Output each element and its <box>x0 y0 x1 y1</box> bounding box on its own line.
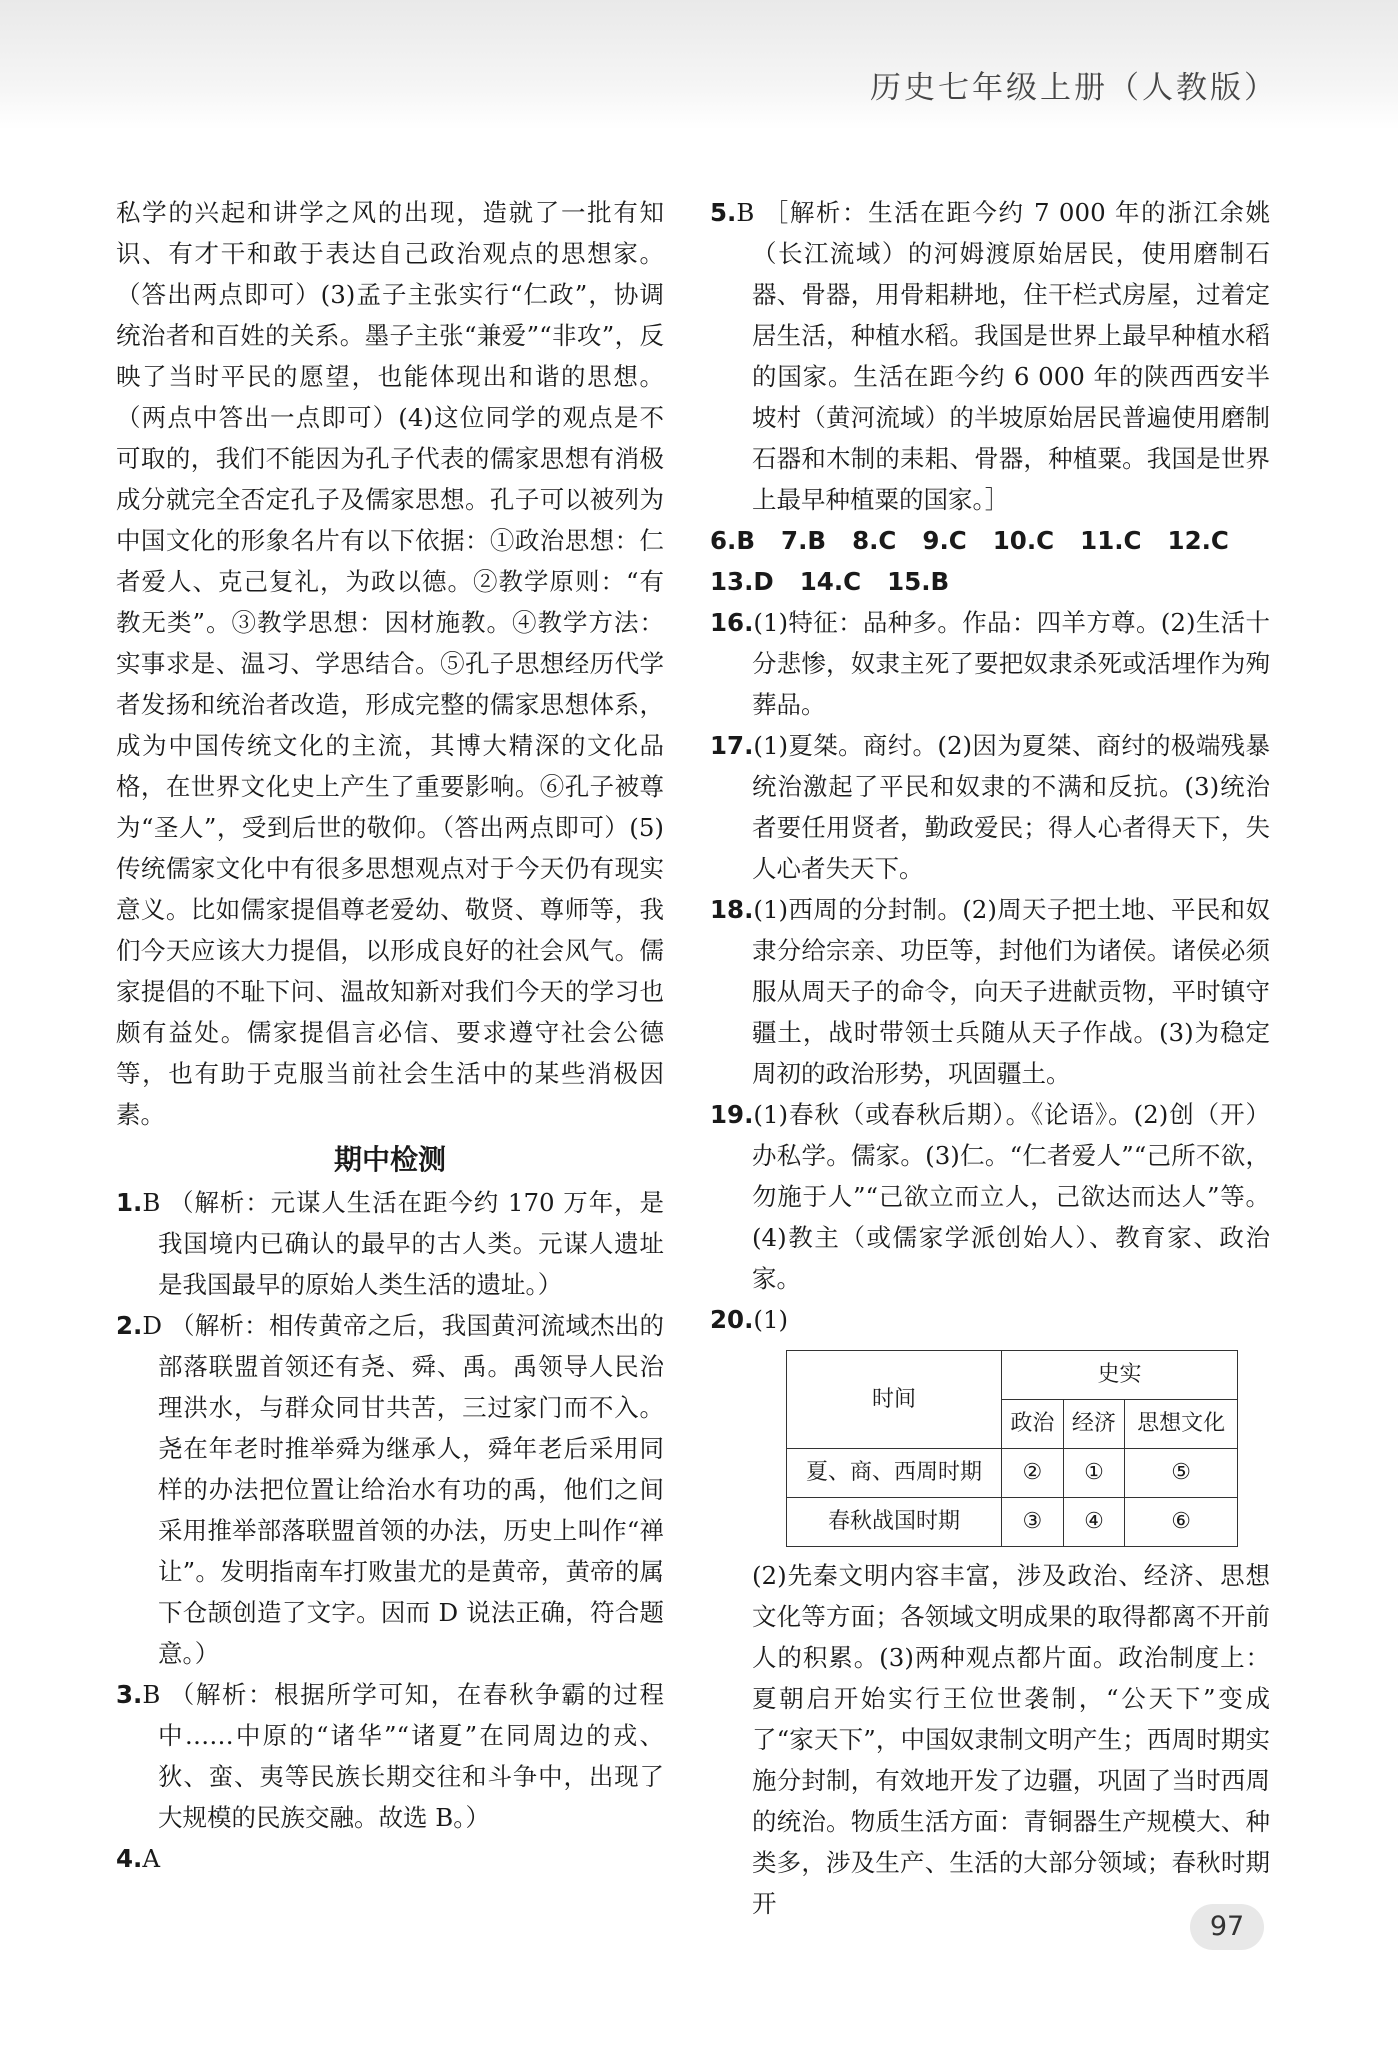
page-number: 97 <box>1190 1904 1264 1950</box>
table-cell: ⑤ <box>1125 1449 1238 1498</box>
answer-item: 4.A <box>116 1844 161 1873</box>
table-row <box>787 1449 1238 1498</box>
table-cell: ① <box>1063 1449 1125 1498</box>
answer-item: 20.(1) <box>710 1305 789 1334</box>
table-cell: ⑥ <box>1125 1498 1238 1547</box>
left-column <box>116 192 664 1879</box>
answer-item: 2.D （解析：相传黄帝之后，我国黄河流域杰出的部落联盟首领还有尧、舜、禹。禹领导人民治理洪水，与群众同甘共苦，三过家门而不入。尧在年老时推举舜为继承人，舜年老后采用同样的办法把位置让给治水有功的禹，他们之间采用推举部落联盟首领的办法，历史上叫作“禅让”。发明指南车打败蚩尤的是黄帝，黄帝的属下仓颉创造了文字。因而 D 说法正确，符合题意。） <box>116 1311 664 1668</box>
continued-answer-text: 私学的兴起和讲学之风的出现，造就了一批有知识、有才干和敢于表达自己政治观点的思想家。（答出两点即可）(3)孟子主张实行“仁政”，协调统治者和百姓的关系。墨子主张“兼爱”“非攻”，反映了当时平民的愿望，也能体现出和谐的思想。（两点中答出一点即可）(4)这位同学的观点是不可取的，我们不能因为孔子代表的儒家思想有消极成分就完全否定孔子及儒家思想。孔子可以被列为中国文化的形象名片有以下依据：①政治思想：仁者爱人、克己复礼，为政以德。②教学原则：“有教无类”。③教学思想：因材施教。④教学方法：实事求是、温习、学思结合。⑤孔子思想经历代学者发扬和统治者改造，形成完整的儒家思想体系，成为中国传统文化的主流，其博大精深的文化品格，在世界文化史上产生了重要影响。⑥孔子被尊为“圣人”，受到后世的敬仰。（答出两点即可）(5)传统儒家文化中有很多思想观点对于今天仍有现实意义。比如儒家提倡尊老爱幼、敬贤、尊师等，我们今天应该大力提倡，以形成良好的社会风气。儒家提倡的不耻下问、温故知新对我们今天的学习也颇有益处。儒家提倡言必信、要求遵守社会公德等，也有助于克服当前社会生活中的某些消极因素。 <box>116 198 664 1129</box>
section-title: 期中检测 <box>333 1143 446 1176</box>
table-header-facts: 史实 <box>1002 1351 1238 1400</box>
table-subheader: 经济 <box>1063 1400 1125 1449</box>
table-row <box>787 1498 1238 1547</box>
answer-item: 17.(1)夏桀。商纣。(2)因为夏桀、商纣的极端残暴统治激起了平民和奴隶的不满和反抗。(3)统治者要任用贤者，勤政爱民；得人心者得天下，失人心者失天下。 <box>710 731 1270 883</box>
answer-item: 16.(1)特征：品种多。作品：四羊方尊。(2)生活十分悲惨，奴隶主死了要把奴隶杀死或活埋作为殉葬品。 <box>710 608 1270 719</box>
table-subheader: 政治 <box>1002 1400 1064 1449</box>
answer-continuation: (2)先秦文明内容丰富，涉及政治、经济、思想文化等方面；各领域文明成果的取得都离不开前人的积累。(3)两种观点都片面。政治制度上：夏朝启开始实行王位世袭制，“公天下”变成了“家天下”，中国奴隶制文明产生；西周时期实施分封制，有效地开发了边疆，巩固了当时西周的统治。物质生活方面：青铜器生产规模大、种类多，涉及生产、生活的大部分领域；春秋时期开 <box>752 1561 1270 1918</box>
table-header-time: 时间 <box>787 1351 1002 1449</box>
table-cell: ③ <box>1002 1498 1064 1547</box>
history-table <box>786 1350 1238 1547</box>
answer-item: 5.B ［解析：生活在距今约 7 000 年的浙江余姚（长江流域）的河姆渡原始居民，使用磨制石器、骨器，用骨耜耕地，住干栏式房屋，过着定居生活，种植水稻。我国是世界上最早种植水稻的国家。生活在距今约 6 000 年的陕西西安半坡村（黄河流域）的半坡原始居民普遍使用磨制石器和木制的耒耜、骨器，种植粟。我国是世界上最早种植粟的国家。］ <box>710 198 1270 514</box>
table-subheader: 思想文化 <box>1125 1400 1238 1449</box>
table-cell: ④ <box>1063 1498 1125 1547</box>
book-title: 历史七年级上册（人教版） <box>870 70 1278 106</box>
right-column <box>710 192 1270 1924</box>
answer-item: 3.B （解析：根据所学可知，在春秋争霸的过程中……中原的“诸华”“诸夏”在同周边的戎、狄、蛮、夷等民族长期交往和斗争中，出现了大规模的民族交融。故选 B。） <box>116 1680 664 1832</box>
choice-answers-row: 13.D 14.C 15.B <box>710 567 950 596</box>
table-cell: ② <box>1002 1449 1064 1498</box>
table-cell-time: 夏、商、西周时期 <box>787 1449 1002 1498</box>
table-cell-time: 春秋战国时期 <box>787 1498 1002 1547</box>
answer-item: 1.B （解析：元谋人生活在距今约 170 万年，是我国境内已确认的最早的古人类。元谋人遗址是我国最早的原始人类生活的遗址。） <box>116 1188 664 1299</box>
answer-item: 18.(1)西周的分封制。(2)周天子把土地、平民和奴隶分给宗亲、功臣等，封他们为诸侯。诸侯必须服从周天子的命令，向天子进献贡物，平时镇守疆土，战时带领士兵随从天子作战。(3)为稳定周初的政治形势，巩固疆土。 <box>710 895 1270 1088</box>
choice-answers-row: 6.B 7.B 8.C 9.C 10.C 11.C 12.C <box>710 526 1229 555</box>
answer-item: 19.(1)春秋（或春秋后期）。《论语》。(2)创（开）办私学。儒家。(3)仁。“仁者爱人”“己所不欲，勿施于人”“己欲立而立人，己欲达而达人”等。(4)教主（或儒家学派创始人）、教育家、政治家。 <box>710 1100 1270 1293</box>
